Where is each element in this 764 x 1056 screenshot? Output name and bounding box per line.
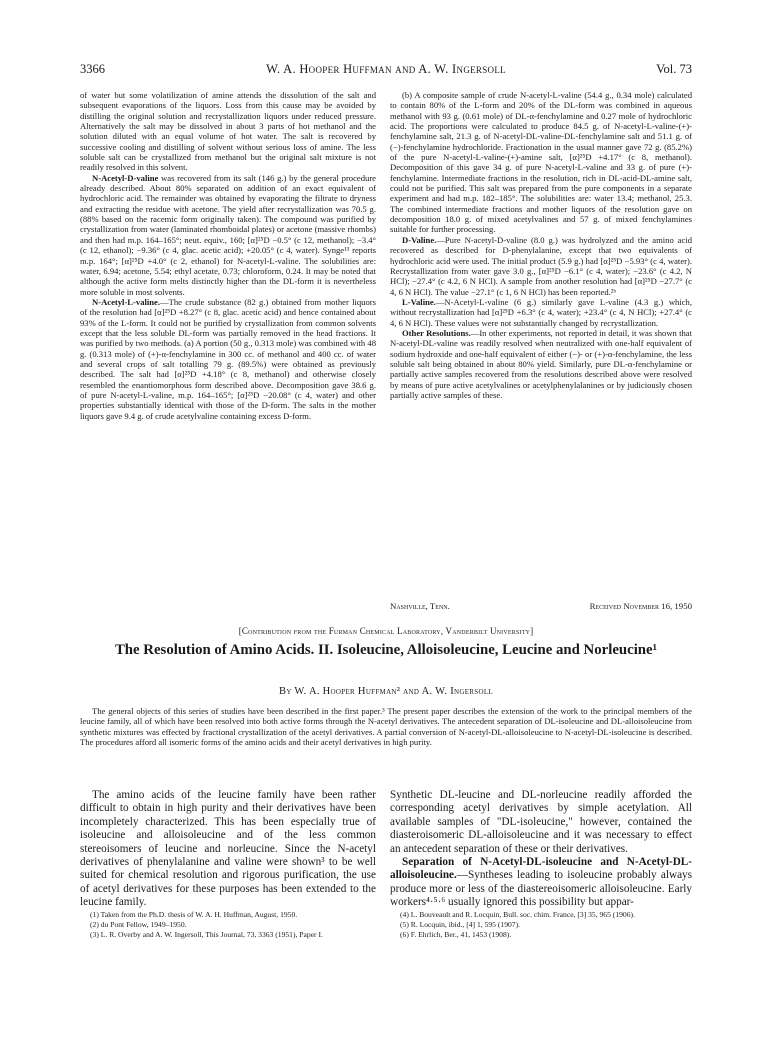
byline: By W. A. Hooper Huffman² and A. W. Ingersoll [279, 686, 493, 697]
paragraph [390, 235, 692, 297]
section-run-in-heading: D-Valine. [402, 234, 437, 245]
paragraph [80, 297, 376, 421]
volume-label: Vol. 73 [656, 62, 692, 76]
abstract: The general objects of this series of studies have been described in the first paper.³ The present paper describes the extension of the work to the principal members of the leucine family, all of which have been resolved into both active forms through the N-acetyl derivatives. The antecedent separation of DL-isoleucine and DL-alloisoleucine from synthetic mixtures was effected by fractional crystallization of the acetyl derivatives. A partial conversion of N-acetyl-DL-alloisoleucine to N-acetyl-DL-isoleucine is described. The procedures afford all isomeric forms of the amino acids and their acetyl derivatives in high purity. [80, 706, 692, 748]
paragraph: (b) A composite sample of crude N-acetyl-L-valine (54.4 g., 0.34 mole) calculated to contain 80% of the L-form and 20% of the DL-form was combined in aqueous methanol with 93 g. (0.61 mole) of DL-α-fenchylamine and 0.27 mole of hydrochloric acid. The proportions were calculated to produce 84.5 g. of N-acetyl-L-valine-(+)-fenchylamine salt, 21.3 g. of N-acetyl-DL-valine-DL-fenchylamine salt and 51.1 g. of (−)-fenchylamine hydrochloride. Fractionation in the usual manner gave 72 g. (85.2%) of the pure N-acetyl-L-valine-(+)-amine salt, [α]²⁵D +4.17° (c 8, methanol). Decomposition of this gave 34 g. of pure N-acetyl-L-valine and 33 g. of pure (+)-fenchylamine. Intermediate fractions in the resolution, rich in DL-acid-DL-amine salt, could not be purified. This salt was prepared from the pure components in a separate experiment and had m.p. 182–185°. The solubilities are: water 13.4; methanol, 25.3. The combined intermediate fractions and mother liquors of the resolution gave on decomposition 18.0 g. of mixed acetylvalines and 57 g. of mixed fenchylamines suitable for further processing. [390, 90, 692, 235]
section-run-in-heading: N-Acetyl-L-valine. [92, 296, 161, 307]
footnotes [80, 910, 376, 940]
right-column-top [390, 90, 692, 400]
footnote: (6) F. Ehrlich, Ber., 41, 1453 (1908). [400, 929, 512, 939]
paragraph: The amino acids of the leucine family have been rather difficult to obtain in high purity and their derivatives have been incompletely characterized. This has been especially true of isoleucine and alloisoleucine and of the less common stereoisomers of leucine and norleucine. Since the N-acetyl derivatives of phenylalanine and valine were shown³ to be well suited for chemical resolution and rigorous purification, the use of acetyl derivatives for these purposes has been extended to the leucine family. [80, 789, 376, 909]
paragraph-text: —N-Acetyl-L-valine (6 g.) similarly gave L-valine (4.3 g.) which, without recrystallization had [α]²⁵D +6.3° (c 4, water); +23.4° (c 4, N HCl); +27.4° (c 4, 6 N HCl). These values were not substantially changed by recrystallization. [390, 296, 692, 328]
section-run-in-heading: Separation of N-Acetyl-DL-isoleucine and N-Acetyl-DL-alloisoleucine. [390, 856, 692, 882]
left-column-bottom [80, 789, 376, 940]
signoff-place: Nashville, Tenn. [390, 601, 450, 611]
article-title: The Resolution of Amino Acids. II. Isoleucine, Alloisoleucine, Leucine and Norleucine¹ [114, 642, 658, 658]
running-head: W. A. Hooper Huffman and A. W. Ingersoll [266, 62, 506, 76]
section-run-in-heading: N-Acetyl-D-valine [92, 172, 159, 183]
signoff-received: Received November 16, 1950 [589, 601, 692, 611]
paragraph: Synthetic DL-leucine and DL-norleucine readily afforded the corresponding acetyl derivatives by simple acetylation. All available samples of "DL-isoleucine," however, contained the diasteroisomeric DL-alloisoleucine and it was necessary to effect an antecedent separation of these or their derivatives. [390, 789, 692, 855]
section-run-in-heading: Other Resolutions. [402, 327, 471, 338]
left-column-top [80, 90, 376, 421]
contribution-line: [Contribution from the Furman Chemical Laboratory, Vanderbilt University] [238, 626, 534, 636]
section-run-in-heading: L-Valine. [402, 296, 436, 307]
paragraph [390, 856, 692, 910]
paragraph-text: —Syntheses leading to isoleucine probably always produce more or less of the diastereoisomeric alloisoleucine. Early workers⁴·⁵·⁶ usually ignored this possibility but appar- [390, 869, 692, 909]
paragraph [390, 297, 692, 328]
footnote: (2) du Pont Fellow, 1949–1950. [90, 919, 187, 929]
footnote: (1) Taken from the Ph.D. thesis of W. A. H. Huffman, August, 1950. [90, 909, 298, 919]
footnote: (4) L. Bouveault and R. Locquin, Bull. soc. chim. France, [3] 35, 965 (1906). [400, 909, 635, 919]
page-number: 3366 [80, 62, 105, 76]
paragraph-text: was recovered from its salt (146 g.) by the general procedure already described. About 80% separated on addition of an exact equivalent of hydrochloric acid. The remainder was obtained by evaporating the filtrate to dryness and extracting the residue with acetone. The yield after recrystallization was 70.5 g. (88% based on the racemic form originally taken). The compound was purified by crystallization from water (laminated rhomboidal plates) or acetone (massive rhombs) and then had m.p. 164–165°; neut. equiv., 160; [α]²⁵D −0.5° (c 12, methanol); −3.4° (c 12, ethanol); −9.36° (c 4, glac. acetic acid); +20.05° (c 4, water). Synge¹³ reports m.p. 164°; [α]²⁵D +4.0° (c 2, ethanol) for N-acetyl-L-valine. The solubilities are: water, 6.94; acetone, 5.54; ethyl acetate, 0.73; chloroform, 0.24. It may be noted that although the active form melts distinctly higher than the DL-form it is nevertheless more soluble in most solvents. [80, 172, 376, 297]
paragraph: of water but some volatilization of amine attends the dissolution of the salt and subsequent evaporations of the liquors. Loss from this cause may be avoided by distilling the original solution and recrystallization liquors under reduced pressure. Alternatively the salt may be dissolved in about 3 parts of hot methanol and the solution diluted with an equal volume of hot water. The salt is recovered by successive cooling and distilling of solvent without serious loss of amine. The less soluble salt can be crystallized from methanol but the original salt mixture is not readily resolved in this solvent. [80, 90, 376, 173]
right-column-bottom [390, 789, 692, 940]
paragraph-text: —Pure N-acetyl-D-valine (8.0 g.) was hydrolyzed and the amino acid recovered as described for D-phenylalanine, except that two equivalents of hydrochloric acid were used. The initial product (5.9 g.) had [α]²⁵D −5.93° (c 4, water). Recrystallization from water gave 3.0 g., [α]²⁵D −6.1° (c 4, water); −23.6° (c 4.2, N HCl); −27.4° (c 4.2, 6 N HCl). A sample from another resolution had [α]²⁵D −27.7° (c 4, 6 N HCl). The value −27.1° (c 1, 6 N HCl) has been reported.²ᵇ [390, 234, 692, 297]
paragraph-text: —The crude substance (82 g.) obtained from mother liquors of the resolution had [α]²⁵D +8.27° (c 8, glac. acetic acid) and hence contained about 93% of the L-form. It could not be purified by crystallization from common solvents except that the less soluble DL-form was partially removed in the head fractions. It was purified by two methods. (a) A portion (50 g., 0.313 mole) was combined with 48 g. (0.313 mole) of (+)-α-fenchylamine in 300 cc. of methanol and 400 cc. of water and several crops of salt totalling 79 g. (89.5%) were obtained as previously described. The salt had [α]²⁵D +4.18° (c 8, methanol) and otherwise closely resembled the enantiomorphous form described above. Decomposition gave 38.6 g. of pure N-acetyl-L-valine, m.p. 164–165°; [α]²⁵D −20.08° (c 4, water) and other properties substantially identical with those of the D-form. The salts in the mother liquors gave 9.4 g. of crude acetylvaline containing excess D-form. [80, 296, 376, 421]
paragraph [390, 328, 692, 400]
footnote: (3) L. R. Overby and A. W. Ingersoll, This Journal, 73, 3363 (1951), Paper I. [90, 929, 323, 939]
paragraph-text: —In other experiments, not reported in detail, it was shown that N-acetyl-DL-valine was readily resolved when neutralized with one-half equivalent of sodium hydroxide and one-half equivalent of either (−)- or (+)-α-fenchylamine, the less soluble salt being obtained in about 80% yield. Similarly, pure DL-α-fenchylamine or partially active samples recovered from the resolutions described above were resolved by means of pure active acetylvalines or acetylphenylalanines or by judiciously chosen partially active samples of these. [390, 327, 692, 400]
footnote: (5) R. Locquin, ibid., [4] 1, 595 (1907). [400, 919, 521, 929]
paragraph [80, 173, 376, 297]
running-header [80, 62, 692, 80]
footnotes [390, 910, 692, 940]
